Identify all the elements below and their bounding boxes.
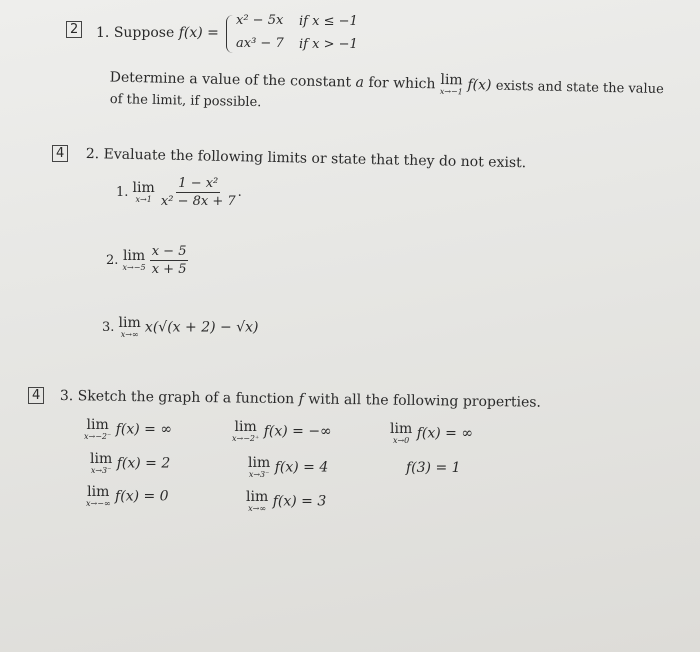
period: .	[237, 185, 242, 200]
limit-notation	[248, 456, 270, 479]
property-expression: f(x) = ∞	[115, 421, 172, 438]
lim-word: lim	[118, 315, 141, 331]
property-expression: f(x) = −∞	[263, 423, 332, 440]
lim-word: lim	[90, 451, 113, 467]
problem-3-points-box	[28, 384, 44, 404]
function-fx: f(x)	[467, 76, 492, 94]
limit-notation	[232, 420, 259, 443]
lim-word: lim	[132, 180, 155, 196]
property-6: f(3) = 1	[406, 460, 461, 476]
limit-notation	[84, 418, 111, 441]
lim-word: lim	[248, 455, 271, 471]
property-7	[86, 485, 169, 508]
function-f: f	[298, 391, 304, 408]
limit-notation	[123, 249, 146, 272]
property-expression: f(x) = 2	[116, 455, 171, 472]
problem-number: 3.	[59, 388, 74, 405]
problem-3-header	[60, 388, 541, 411]
property-3	[390, 422, 473, 445]
problem-1-line-3: of the limit, if possible.	[109, 92, 262, 111]
problem-number: 1.	[96, 25, 110, 41]
property-expression: f(x) = 3	[272, 493, 327, 510]
lim-word: lim	[87, 484, 110, 500]
piece-2-expression: ax³ − 7	[236, 36, 284, 51]
lim-subscript: x→∞	[120, 330, 139, 339]
points-badge: 4	[52, 145, 68, 162]
property-1	[84, 418, 172, 441]
lim-subscript: x→−1	[439, 86, 463, 97]
problem-number: 2.	[85, 146, 100, 163]
lim-word: lim	[122, 248, 146, 264]
lim-subscript: x→1	[135, 195, 152, 204]
lim-word: lim	[440, 71, 463, 89]
lim-subscript: x→−∞	[86, 499, 111, 508]
property-2	[232, 420, 332, 443]
piece-1-condition: if x ≤ −1	[299, 14, 358, 29]
points-badge: 4	[28, 387, 44, 404]
points-badge: 2	[66, 21, 82, 38]
piece-1-expression: x² − 5x	[236, 13, 284, 28]
problem-text: Sketch the graph of a function	[77, 388, 295, 408]
limit-item-3	[102, 316, 258, 339]
instruction-text: Determine a value of the constant	[109, 69, 352, 91]
denominator: x² − 8x + 7	[160, 194, 236, 209]
problem-2-header	[86, 146, 527, 171]
lim-subscript: x→−2⁺	[232, 434, 260, 443]
property-8	[246, 490, 326, 513]
limit-notation	[86, 485, 111, 508]
instruction-text-3: exists and state the value	[495, 78, 664, 98]
limit-notation	[90, 452, 112, 475]
denominator: x + 5	[151, 262, 187, 277]
property-expression: f(x) = 0	[115, 488, 169, 505]
piece-2-condition: if x > −1	[299, 37, 358, 52]
problem-text: Suppose	[113, 25, 175, 41]
item-number: 2.	[106, 253, 119, 268]
limit-notation	[119, 316, 141, 339]
constant-a: a	[355, 74, 365, 91]
problem-text: Evaluate the following limits or state that they do not exist.	[103, 146, 527, 172]
problem-1-points-box	[66, 18, 82, 38]
piecewise-brace	[226, 15, 235, 53]
numerator: 1 − x²	[178, 176, 219, 191]
lim-word: lim	[246, 489, 269, 505]
item-number: 3.	[102, 320, 115, 335]
limit-expression: x(√(x + 2) − √x)	[144, 319, 259, 336]
limit-notation	[390, 422, 412, 445]
function-label: f(x) =	[178, 25, 219, 41]
limit-notation	[133, 181, 155, 204]
lim-subscript: x→−5	[122, 263, 146, 272]
limit-item-1	[116, 176, 242, 209]
problem-2-points-box	[52, 142, 68, 162]
property-expression: f(x) = ∞	[416, 425, 473, 442]
fraction	[150, 244, 189, 277]
limit-notation	[440, 73, 463, 96]
lim-word: lim	[86, 417, 109, 433]
lim-subscript: x→∞	[248, 504, 267, 513]
problem-1-header	[96, 25, 219, 41]
instruction-text-2: for which	[368, 74, 436, 93]
lim-subscript: x→0	[392, 436, 410, 445]
item-number: 1.	[116, 185, 129, 200]
lim-word: lim	[390, 421, 413, 437]
limit-notation	[246, 490, 268, 513]
lim-subscript: x→−2⁻	[84, 432, 112, 441]
property-expression: f(x) = 4	[274, 459, 329, 476]
problem-text-end: with all the following properties.	[308, 391, 542, 411]
lim-subscript: x→3⁻	[248, 470, 270, 479]
lim-word: lim	[234, 419, 257, 435]
limit-item-2	[106, 244, 188, 277]
fraction	[159, 176, 238, 209]
property-4	[90, 452, 170, 475]
numerator: x − 5	[151, 244, 187, 259]
lim-subscript: x→3⁻	[90, 466, 112, 475]
property-5	[248, 456, 328, 479]
